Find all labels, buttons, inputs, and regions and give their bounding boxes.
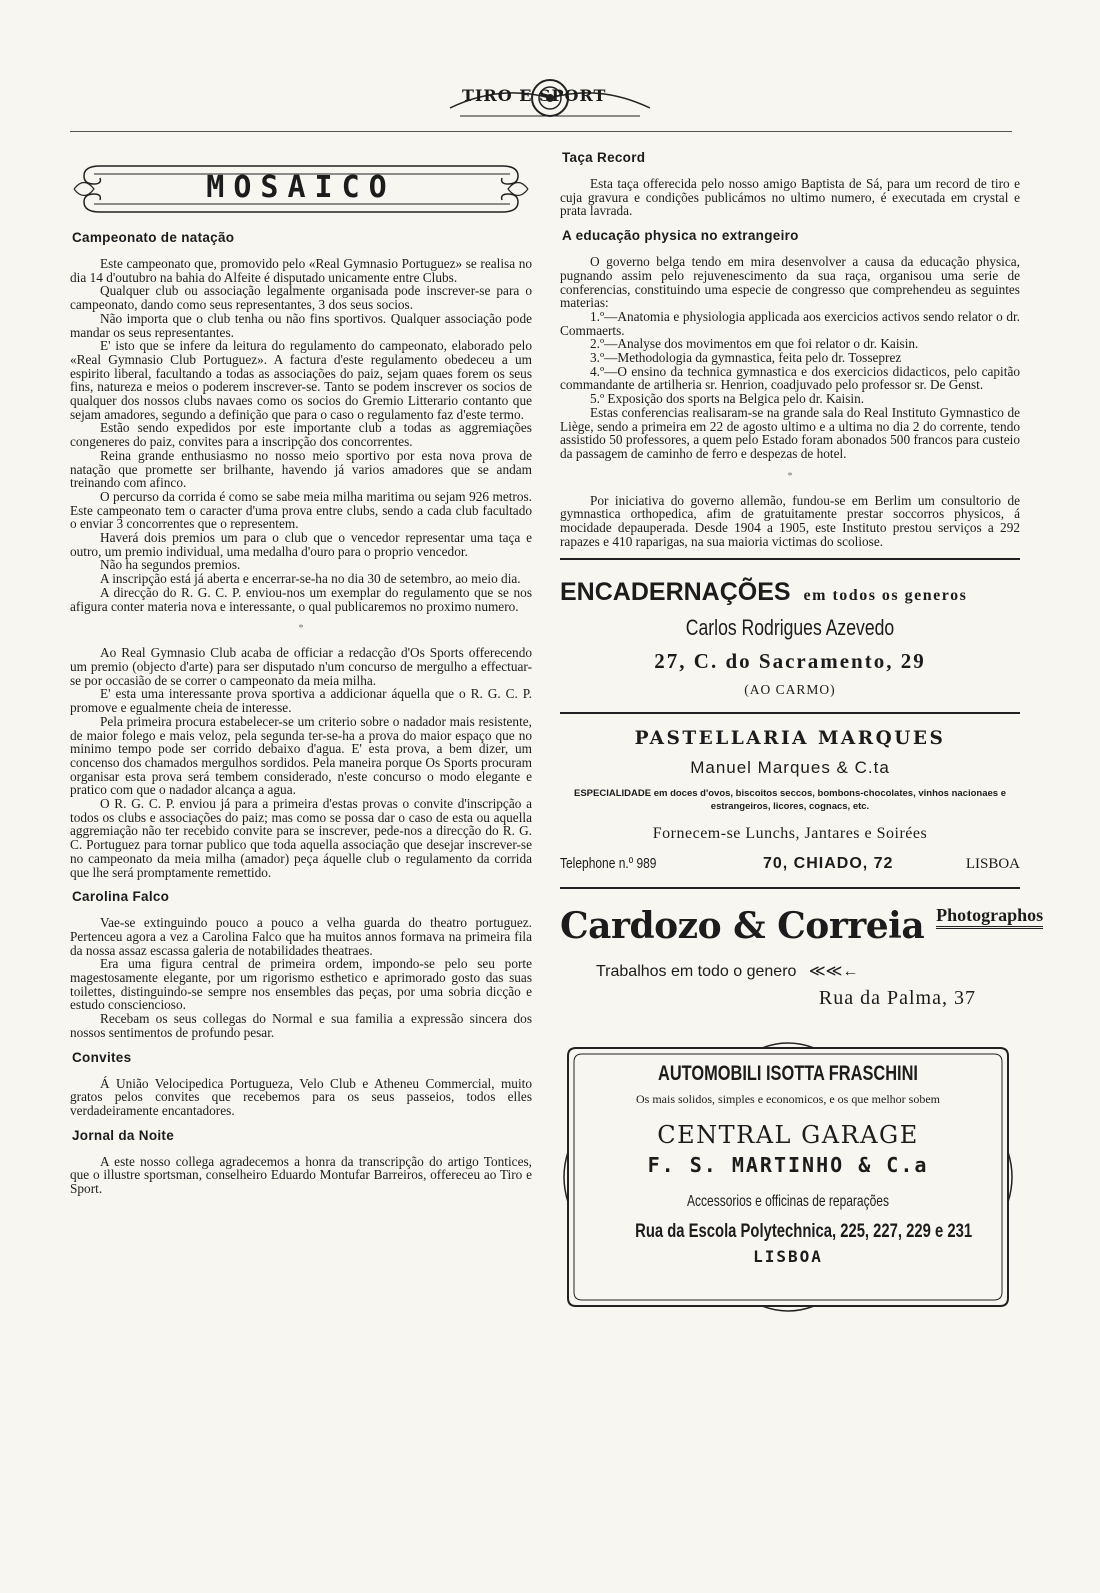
ad-divider bbox=[560, 558, 1020, 560]
pastellaria-contact-row bbox=[560, 855, 1020, 873]
isotta-garage: CENTRAL GARAGE bbox=[657, 1121, 919, 1150]
article-paragraph: A este nosso collega agradecemos a honra da transcripção do artigo Tontices, que o illustre sportsman, conselheiro Eduardo Montufar Barreiros, offereceu ao Tiro e Sport. bbox=[70, 1153, 532, 1197]
pastellaria-address: 70, CHIADO, 72 bbox=[762, 855, 894, 873]
pastellaria-telephone: Telephone n.º 989 bbox=[560, 855, 657, 873]
article-paragraph: Estão sendo expedidos por este importante club a todas as aggremiações congeneres do paiz, convites para a inscripção dos concorrentes. bbox=[70, 420, 532, 450]
isotta-title: AUTOMOBILI ISOTTA FRASCHINI bbox=[658, 1062, 918, 1086]
isotta-services: Accessorios e officinas de reparações bbox=[687, 1193, 889, 1211]
article-heading: Taça Record bbox=[562, 150, 646, 165]
pastellaria-title: PASTELLARIA MARQUES bbox=[634, 728, 946, 750]
article-paragraph: 1.º—Anatomia e physiologia applicada aos exercicios activos sendo relator o dr. Commaerts. bbox=[560, 308, 1020, 338]
mosaico-title: MOSAICO bbox=[206, 170, 396, 205]
article-paragraph: Pela primeira procura estabelecer-se um criterio sobre o nadador mais resistente, de maior folego e mais veloz, pela segunda ter-se-ha a prova do maior espaço que no minimo tempo pode ser corrido debaixo d'agua. E' esta prova, a bem dizer, um concenso dos chamados mergulhos sordidos. Pela maneira porque Os Sports procuram organisar esta prova será tembem considerado, n'este concurso o modo elegante e pratico com que o nadador alcança a agua. bbox=[70, 713, 532, 798]
article-paragraph: Á União Velocipedica Portugueza, Velo Club e Atheneu Commercial, muito gratos pelos convites que recebemos para os seus passeios, todos elles verdadeiramente encantadores. bbox=[70, 1075, 532, 1118]
article-paragraph: 5.º Exposição dos sports na Belgica pelo dr. Kaisin. bbox=[590, 391, 865, 407]
section-separator: * bbox=[787, 470, 793, 482]
article-paragraph: O governo belga tendo em mira desenvolver a causa da educação physica, pugnando assim pelo rejuvenescimento da sua raça, organisou uma serie de conferencias, constituindo uma especie de congresso que comprehendeu as seguintes materias: bbox=[560, 254, 1020, 311]
ad-divider bbox=[560, 887, 1020, 889]
pastellaria-city: LISBOA bbox=[965, 856, 1020, 873]
isotta-slogan: Os mais solidos, simples e economicos, e os que melhor sobem bbox=[636, 1092, 940, 1107]
article-paragraph: E' esta uma interessante prova sportiva a addicionar áquella que o R. G. C. P. promove e egualmente cheia de interesse. bbox=[70, 686, 532, 716]
top-rule bbox=[70, 131, 1012, 132]
cc-work-text: Trabalhos em todo o genero bbox=[596, 963, 797, 981]
right-column bbox=[560, 150, 1044, 1312]
mosaico-banner bbox=[70, 156, 532, 222]
article-heading: Carolina Falco bbox=[72, 889, 170, 905]
masthead-text: TIRO E SPORT bbox=[462, 86, 607, 105]
article-paragraph: 2.º—Analyse dos movimentos em que foi relator o dr. Kaisin. bbox=[590, 336, 919, 352]
article-heading: Convites bbox=[72, 1049, 132, 1065]
article-paragraph: Não ha segundos premios. bbox=[100, 557, 241, 573]
pastellaria-owner: Manuel Marques & C.ta bbox=[690, 758, 890, 778]
ad-divider bbox=[560, 712, 1020, 714]
isotta-content bbox=[592, 1062, 984, 1266]
article-paragraph: Era uma figura central de primeira ordem, impondo-se pelo seu porte magestosamente elegante, por um rigorismo esthetico e aprimorado gosto das suas toilettes, distinguindo-se sempre nos ensembles das peças, por uma sobria dicção e estudo consciencioso. bbox=[70, 956, 532, 1013]
enc-owner: Carlos Rodrigues Azevedo bbox=[685, 615, 895, 641]
article-paragraph: Ao Real Gymnasio Club acaba de officiar a redacção d'Os Sports offerecendo um premio (objecto d'arte) para ser disputado n'um concurso de mergulho a effectuar-se por occasião de se correr o campeonato da meia milha. bbox=[70, 645, 532, 688]
cc-label: Photographos bbox=[936, 905, 1043, 929]
article-paragraph: Estas conferencias realisaram-se na grande sala do Real Instituto Gymnastico de Liège, sendo a primeira em 22 de agosto ultimo e a ultima no dia 2 do corrente, tendo assistido 50 professores, a quem pelo Estado foram abonados 500 francos para custeio da passagem de caminho de ferro e despezas de hotel. bbox=[560, 404, 1020, 461]
pastellaria-specialty: ESPECIALIDADE em doces d'ovos, biscoitos seccos, bombons-chocolates, vinhos nacionaes e estrangeiros, licores, cognacs, etc. bbox=[574, 788, 1006, 813]
section-separator: * bbox=[298, 623, 304, 635]
isotta-firm: F. S. MARTINHO & C.a bbox=[647, 1153, 929, 1178]
cc-address: Rua da Palma, 37 bbox=[818, 987, 976, 1010]
article-paragraph: O R. G. C. P. enviou já para a primeira d'estas provas o convite d'inscripção a todos os clubs e associações do paiz; mas como se possa dar o caso de esta ou aquella aggremiação não ter recebido convite para se inscrever, pede-nos a direcção do R. G. C. Portuguez para tornar publico que toda aquella associação que desejar inscrever-se no campeonato da meia milha (amador) peça áquelle club o regulamento da corrida que lhe será promptamente remettido. bbox=[70, 796, 532, 880]
enc-note: (AO CARMO) bbox=[744, 682, 836, 698]
article-paragraph: 3.º—Methodologia da gymnastica, feita pelo dr. Tosseprez bbox=[590, 350, 902, 366]
article-heading: A educação physica no extrangeiro bbox=[562, 228, 799, 244]
article-paragraph: 4.º—O ensino da technica gymnastica e dos exercicios didacticos, pelo capitão commandante de artilheria sr. Henrion, coadjuvado pelo professor sr. De Genst. bbox=[560, 363, 1020, 393]
pointing-arrow-icon: ≪≪← bbox=[808, 963, 859, 981]
ad-isotta-fraschini bbox=[562, 1042, 1014, 1312]
enc-headline-sub: em todos os generos bbox=[803, 587, 968, 605]
cc-title-row bbox=[560, 905, 1044, 948]
article-paragraph: Haverá dois premios um para o club que o vencedor representar uma taça e outro, um premio individual, uma medalha d'ouro para o proprio vencedor. bbox=[70, 530, 532, 559]
isotta-street: Rua da Escola Polytechnica, 225, 227, 229 e 231 bbox=[635, 1221, 973, 1243]
article-paragraph: Vae-se extinguindo pouco a pouco a velha guarda do theatro portuguez. Pertenceu agora a vez a Carolina Falco que ha muitos annos formava na primeira fila da nossa assaz escassa galeria de notabilidades theatraes. bbox=[70, 915, 532, 958]
article-paragraph: O percurso da corrida é como se sabe meia milha maritima ou sejam 926 metros. Este campeonato tem o caracter d'uma prova entre clubs, sendo a cada club facultado o enviar 3 concorrentes que o representem. bbox=[70, 488, 532, 532]
article-paragraph: Reina grande enthusiasmo no nosso meio sportivo por esta nova prova de natação que promette ser brilhante, havendo já varios amadores que se andam treinando com afinco. bbox=[70, 447, 532, 491]
enc-headline bbox=[560, 578, 1020, 607]
article-heading: Campeonato de natação bbox=[72, 230, 235, 245]
article-heading: Jornal da Noite bbox=[72, 1127, 175, 1143]
right-articles bbox=[560, 150, 1020, 548]
article-paragraph: Recebam os seus collegas do Normal e sua familia a expressão sincera dos nossos sentimentos de profundo pesar. bbox=[70, 1011, 532, 1040]
masthead-logo bbox=[440, 72, 660, 124]
article-paragraph: Não importa que o club tenha ou não fins sportivos. Qualquer associação pode mandar os seus representantes. bbox=[70, 310, 532, 340]
cc-name: Cardozo & Correia bbox=[560, 905, 925, 948]
article-paragraph: E' isto que se infere da leitura do regulamento do campeonato, elaborado pelo «Real Gymnasio Club Portuguez». A factura d'este regulamento obedeceu a um espirito liberal, facultando a todas as associações do paiz, sejam quaes forem os seus fins, natureza e meios o poderem inscrever-se. Tanto se podem inscrever os socios de qualquer dos nossos clubs navaes como os socios do Gremio Litterario contanto que sejam amadores, segundo a definição que para o caso o regulamento faz d'este termo. bbox=[70, 338, 532, 422]
left-articles bbox=[70, 230, 532, 1196]
article-paragraph: Por iniciativa do governo allemão, fundou-se em Berlim um consultorio de gymnastica orthopedica, afim de gratuitamente prestar soccorros physicos, á mocidade depauperada. Desde 1904 a 1905, este Instituto prestou serviços a 292 rapazes e 410 raparigas, na sua maioria victimas do scoliose. bbox=[560, 492, 1020, 549]
ad-encadernacoes bbox=[560, 578, 1020, 698]
article-paragraph: Este campeonato que, promovido pelo «Real Gymnasio Portuguez» se realisa no dia 14 d'outubro na bahia do Alfeite é disputado unicamente entre Clubs. bbox=[70, 256, 532, 285]
article-paragraph: A inscripção está já aberta e encerrar-se-ha no dia 30 de setembro, ao meio dia. bbox=[100, 571, 521, 587]
cc-work bbox=[596, 961, 1020, 981]
pastellaria-services: Fornecem-se Lunchs, Jantares e Soirées bbox=[652, 825, 928, 843]
isotta-city: LISBOA bbox=[753, 1247, 823, 1267]
article-paragraph: A direcção do R. G. C. P. enviou-nos um exemplar do regulamento que se nos afigura conter materia nova e interessante, o qual publicaremos no proximo numero. bbox=[70, 584, 532, 614]
ad-cardozo-correia bbox=[560, 905, 1044, 1010]
enc-headline-main: ENCADERNAÇÕES bbox=[560, 578, 791, 607]
ad-pastellaria bbox=[560, 728, 1020, 873]
left-column bbox=[70, 150, 532, 1206]
article-paragraph: Esta taça offerecida pelo nosso amigo Baptista de Sá, para um record de tiro e cuja gravura e condições publicámos no ultimo numero, é executada em crystal e prata lavrada. bbox=[560, 176, 1020, 219]
article-paragraph: Qualquer club ou associação legalmente organisada pode inscrever-se para o campeonato, dando como seus representantes, 3 dos seus socios. bbox=[70, 283, 532, 313]
enc-address: 27, C. do Sacramento, 29 bbox=[654, 649, 926, 674]
